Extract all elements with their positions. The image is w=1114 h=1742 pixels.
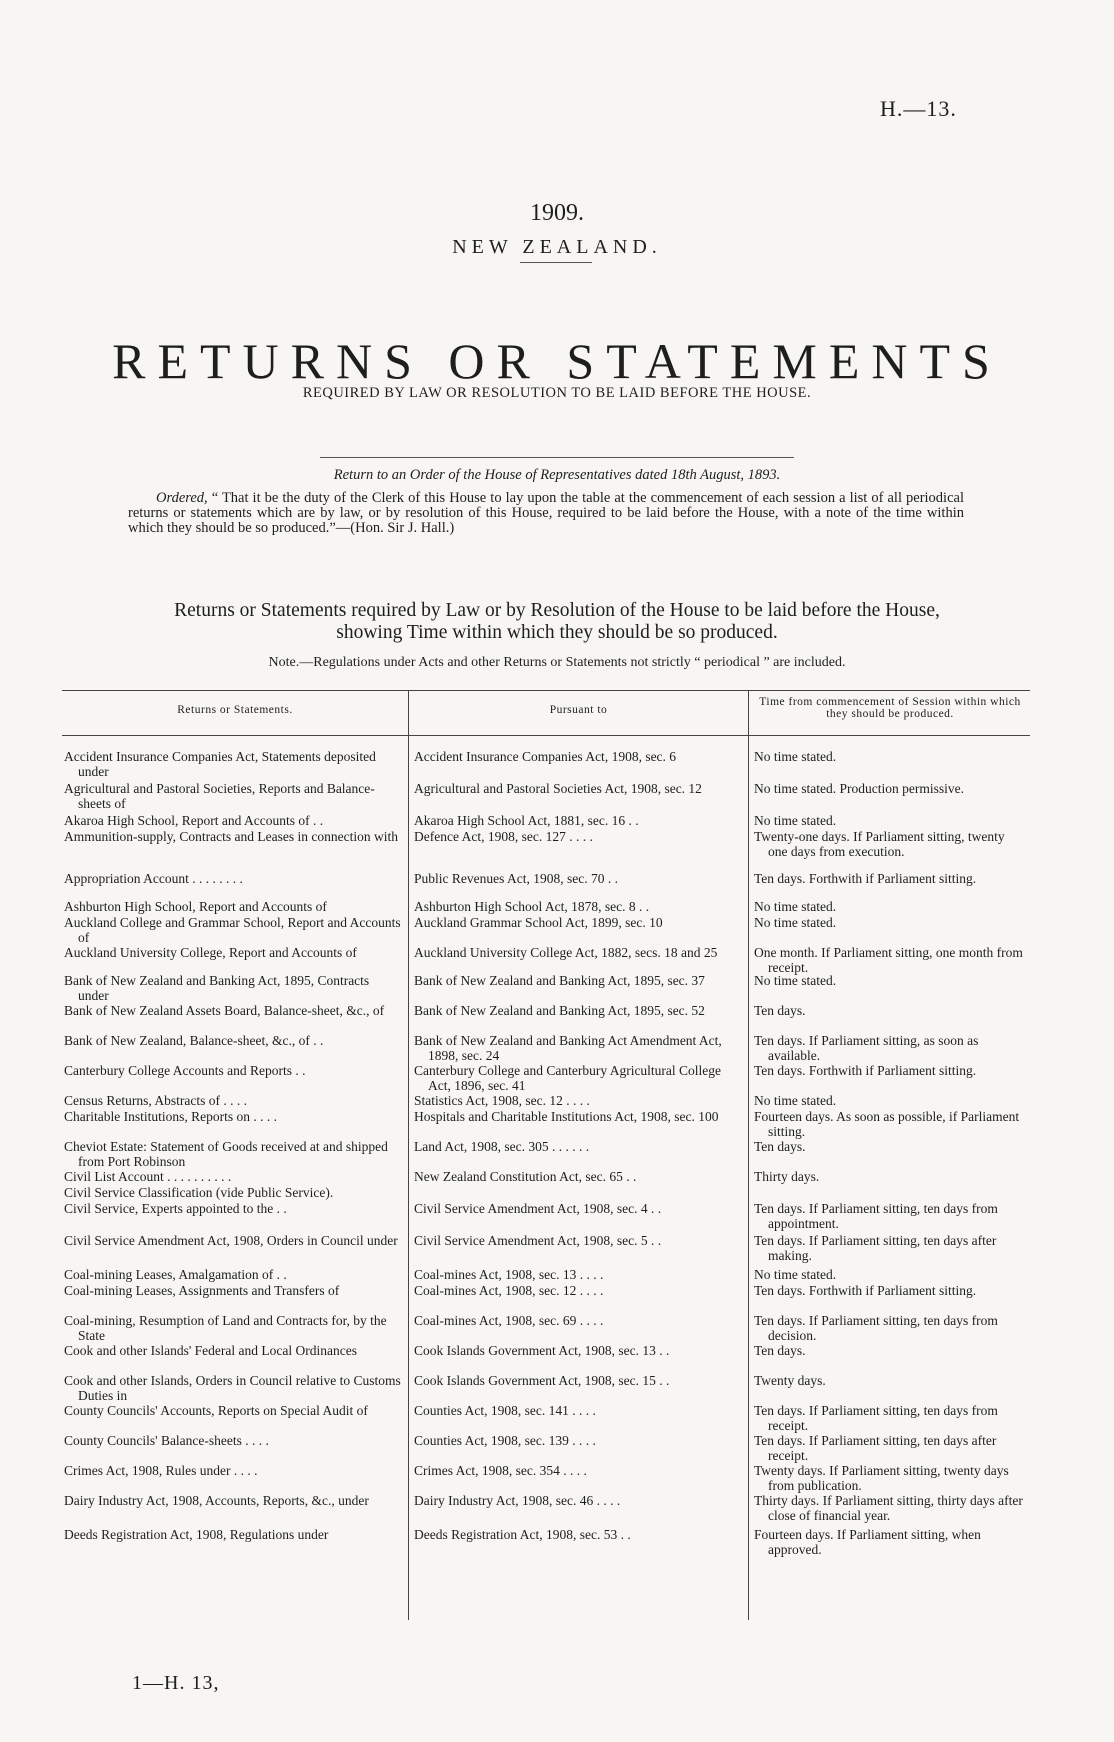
returns-cell: [64, 1034, 402, 1049]
returns-cell-text: Accident Insurance Companies Act, Statements deposited under: [64, 749, 376, 779]
time-cell: [754, 1284, 1026, 1299]
returns-cell: [64, 1268, 402, 1283]
returns-cell-text: Census Returns, Abstracts of . . . .: [64, 1093, 247, 1108]
returns-cell: [64, 900, 402, 915]
returns-cell-text: Crimes Act, 1908, Rules under . . . .: [64, 1463, 258, 1478]
pursuant-cell: [414, 1314, 742, 1329]
pursuant-cell-text: Counties Act, 1908, sec. 141 . . . .: [414, 1403, 596, 1418]
pursuant-cell: [414, 1464, 742, 1479]
pursuant-cell-text: Crimes Act, 1908, sec. 354 . . . .: [414, 1463, 587, 1478]
time-cell: [754, 1202, 1026, 1231]
pursuant-cell-text: Coal-mines Act, 1908, sec. 12 . . . .: [414, 1283, 604, 1298]
time-cell-text: Thirty days. If Parliament sitting, thirty days after close of financial year.: [754, 1493, 1023, 1523]
time-cell-text: Ten days. If Parliament sitting, ten days after receipt.: [754, 1433, 997, 1463]
returns-cell: [64, 1064, 402, 1079]
returns-cell-text: Bank of New Zealand Assets Board, Balance-sheet, &c., of: [64, 1003, 385, 1018]
pursuant-cell-text: Coal-mines Act, 1908, sec. 69 . . . .: [414, 1313, 604, 1328]
pursuant-cell-text: Ashburton High School Act, 1878, sec. 8 . .: [414, 899, 650, 914]
time-cell-text: Twenty days.: [754, 1373, 826, 1388]
returns-cell: [64, 1186, 402, 1201]
pursuant-cell-text: Civil Service Amendment Act, 1908, sec. 4 . .: [414, 1201, 662, 1216]
returns-cell: [64, 1404, 402, 1419]
table-header-rule: [62, 735, 1030, 736]
order-heading: Return to an Order of the House of Representatives dated 18th August, 1893.: [333, 467, 781, 483]
pursuant-cell: [414, 1110, 742, 1125]
list-heading-line: Returns or Statements required by Law or by Resolution of the House to be laid before the House,: [174, 600, 940, 621]
returns-cell-text: Appropriation Account . . . . . . . .: [64, 871, 243, 886]
list-heading: [0, 600, 1114, 644]
pursuant-cell-text: Coal-mines Act, 1908, sec. 13 . . . .: [414, 1267, 604, 1282]
returns-cell-text: Bank of New Zealand and Banking Act, 1895, Contracts under: [64, 973, 370, 1003]
returns-cell: [64, 1140, 402, 1169]
pursuant-cell: [414, 830, 742, 845]
time-cell: [754, 814, 1026, 829]
returns-cell-text: Ashburton High School, Report and Accounts of: [64, 899, 327, 914]
pursuant-cell-text: Public Revenues Act, 1908, sec. 70 . .: [414, 871, 618, 886]
time-cell-text: Ten days. Forthwith if Parliament sitting.: [754, 871, 977, 886]
returns-cell-text: Civil Service Classification (vide Public Service).: [64, 1185, 334, 1200]
order-text: [128, 491, 964, 536]
returns-cell: [64, 974, 402, 1003]
returns-cell-text: County Councils' Balance-sheets . . . .: [64, 1433, 269, 1448]
time-cell: [754, 1374, 1026, 1389]
time-cell: [754, 1434, 1026, 1463]
divider-rule: [520, 262, 592, 263]
table-note: Note.—Regulations under Acts and other Returns or Statements not strictly “ periodical ” are included.: [268, 655, 846, 670]
sheet-reference: 1—H. 13,: [132, 1672, 220, 1694]
pursuant-cell: [414, 1374, 742, 1389]
returns-cell: [64, 1004, 402, 1019]
pursuant-cell-text: Agricultural and Pastoral Societies Act, 1908, sec. 12: [414, 781, 702, 796]
pursuant-cell-text: Civil Service Amendment Act, 1908, sec. 5 . .: [414, 1233, 662, 1248]
time-cell-text: Ten days. Forthwith if Parliament sitting.: [754, 1283, 977, 1298]
pursuant-cell-text: Hospitals and Charitable Institutions Act, 1908, sec. 100: [414, 1109, 719, 1124]
returns-cell-text: Cook and other Islands' Federal and Local Ordinances: [64, 1343, 357, 1358]
returns-cell-text: Ammunition-supply, Contracts and Leases in connection with: [64, 829, 398, 844]
document-year: 1909.: [530, 200, 584, 226]
time-cell-text: Twenty-one days. If Parliament sitting, twenty one days from execution.: [754, 829, 1005, 859]
returns-cell-text: Dairy Industry Act, 1908, Accounts, Reports, &c., under: [64, 1493, 369, 1508]
returns-cell: [64, 750, 402, 779]
pursuant-cell-text: Akaroa High School Act, 1881, sec. 16 . .: [414, 813, 639, 828]
time-cell: [754, 1404, 1026, 1433]
returns-cell: [64, 814, 402, 829]
time-cell-text: No time stated. Production permissive.: [754, 781, 964, 796]
pursuant-cell-text: New Zealand Constitution Act, sec. 65 . .: [414, 1169, 637, 1184]
returns-cell: [64, 1170, 402, 1185]
pursuant-cell-text: Bank of New Zealand and Banking Act, 1895, sec. 37: [414, 973, 705, 988]
time-cell-text: No time stated.: [754, 1093, 837, 1108]
returns-cell-text: Canterbury College Accounts and Reports . .: [64, 1063, 306, 1078]
time-cell: [754, 1464, 1026, 1493]
pursuant-cell: [414, 1494, 742, 1509]
returns-cell-text: Cheviot Estate: Statement of Goods received at and shipped from Port Robinson: [64, 1139, 388, 1169]
returns-cell: [64, 1094, 402, 1109]
pursuant-cell-text: Auckland University College Act, 1882, secs. 18 and 25: [414, 945, 718, 960]
returns-cell-text: County Councils' Accounts, Reports on Special Audit of: [64, 1403, 368, 1418]
time-cell-text: Ten days.: [754, 1139, 806, 1154]
time-cell: [754, 1344, 1026, 1359]
column-header-pursuant: Pursuant to: [549, 704, 608, 716]
pursuant-cell: [414, 1268, 742, 1283]
pursuant-cell: [414, 1140, 742, 1155]
pursuant-cell-text: Counties Act, 1908, sec. 139 . . . .: [414, 1433, 596, 1448]
returns-cell: [64, 830, 402, 845]
pursuant-cell: [414, 1344, 742, 1359]
time-cell-text: No time stated.: [754, 973, 837, 988]
order-body: “ That it be the duty of the Clerk of this House to lay upon the table at the commencement of each session a list of all periodical returns or statements which are by law, or by resolution of this House, required to be laid before the House, with a note of the time within which they should be so produced.”—(Hon. Sir J. Hall.): [128, 490, 964, 536]
time-cell: [754, 872, 1026, 887]
time-cell-text: Ten days. If Parliament sitting, as soon as available.: [754, 1033, 979, 1063]
returns-cell: [64, 946, 402, 961]
returns-cell: [64, 1494, 402, 1509]
time-cell: [754, 1094, 1026, 1109]
pursuant-cell: [414, 1284, 742, 1299]
pursuant-cell-text: Bank of New Zealand and Banking Act, 1895, sec. 52: [414, 1003, 705, 1018]
country-heading: NEW ZEALAND.: [452, 236, 662, 258]
pursuant-cell: [414, 1404, 742, 1419]
pursuant-cell: [414, 872, 742, 887]
time-cell: [754, 974, 1026, 989]
table-top-rule: [62, 690, 1030, 691]
returns-cell: [64, 1284, 402, 1299]
time-cell-text: Fourteen days. If Parliament sitting, when approved.: [754, 1527, 981, 1557]
pursuant-cell-text: Defence Act, 1908, sec. 127 . . . .: [414, 829, 593, 844]
returns-cell: [64, 1528, 402, 1543]
returns-cell: [64, 1374, 402, 1403]
time-cell: [754, 1034, 1026, 1063]
returns-cell: [64, 782, 402, 811]
pursuant-cell: [414, 1234, 742, 1249]
time-cell-text: No time stated.: [754, 899, 837, 914]
time-cell: [754, 1494, 1026, 1523]
returns-cell: [64, 872, 402, 887]
time-cell: [754, 1268, 1026, 1283]
time-cell-text: Ten days. If Parliament sitting, ten days from appointment.: [754, 1201, 998, 1231]
returns-cell: [64, 1202, 402, 1217]
column-divider: [748, 690, 749, 1620]
returns-cell-text: Civil Service Amendment Act, 1908, Orders in Council under: [64, 1233, 398, 1248]
returns-cell-text: Charitable Institutions, Reports on . . . .: [64, 1109, 277, 1124]
returns-cell-text: Deeds Registration Act, 1908, Regulations under: [64, 1527, 329, 1542]
column-header-returns: Returns or Statements.: [177, 704, 293, 716]
page-reference: H.—13.: [880, 96, 957, 121]
column-header-time: Time from commencement of Session within which they should be produced.: [759, 696, 1021, 720]
pursuant-cell: [414, 750, 742, 765]
pursuant-cell: [414, 916, 742, 931]
time-cell-text: No time stated.: [754, 749, 837, 764]
returns-cell: [64, 1434, 402, 1449]
time-cell-text: No time stated.: [754, 915, 837, 930]
time-cell: [754, 916, 1026, 931]
returns-cell-text: Civil List Account . . . . . . . . . .: [64, 1169, 232, 1184]
main-subtitle: REQUIRED BY LAW OR RESOLUTION TO BE LAID BEFORE THE HOUSE.: [302, 385, 812, 401]
returns-cell-text: Coal-mining, Resumption of Land and Contracts for, by the State: [64, 1313, 387, 1343]
time-cell: [754, 750, 1026, 765]
time-cell: [754, 900, 1026, 915]
time-cell-text: Thirty days.: [754, 1169, 820, 1184]
time-cell-text: Ten days. If Parliament sitting, ten days after making.: [754, 1233, 997, 1263]
pursuant-cell: [414, 1434, 742, 1449]
list-heading-line: showing Time within which they should be so produced.: [336, 622, 778, 643]
pursuant-cell: [414, 1528, 742, 1543]
column-divider: [408, 690, 409, 1620]
returns-cell-text: Civil Service, Experts appointed to the . .: [64, 1201, 287, 1216]
time-cell-text: Ten days. Forthwith if Parliament sitting.: [754, 1063, 977, 1078]
pursuant-cell-text: Statistics Act, 1908, sec. 12 . . . .: [414, 1093, 590, 1108]
pursuant-cell: [414, 1064, 742, 1093]
time-cell-text: Twenty days. If Parliament sitting, twenty days from publication.: [754, 1463, 1009, 1493]
time-cell-text: One month. If Parliament sitting, one month from receipt.: [754, 945, 1023, 975]
time-cell: [754, 1170, 1026, 1185]
returns-cell-text: Auckland College and Grammar School, Report and Accounts of: [64, 915, 401, 945]
main-title: RETURNS OR STATEMENTS: [112, 333, 1002, 389]
returns-cell: [64, 1314, 402, 1343]
time-cell: [754, 946, 1026, 975]
pursuant-cell-text: Land Act, 1908, sec. 305 . . . . . .: [414, 1139, 590, 1154]
time-cell: [754, 830, 1026, 859]
returns-cell-text: Bank of New Zealand, Balance-sheet, &c., of . .: [64, 1033, 324, 1048]
pursuant-cell: [414, 974, 742, 989]
pursuant-cell-text: Cook Islands Government Act, 1908, sec. 13 . .: [414, 1343, 670, 1358]
time-cell: [754, 1234, 1026, 1263]
pursuant-cell: [414, 946, 742, 961]
pursuant-cell-text: Deeds Registration Act, 1908, sec. 53 . .: [414, 1527, 631, 1542]
time-cell: [754, 1528, 1026, 1557]
returns-cell: [64, 916, 402, 945]
time-cell-text: Ten days. If Parliament sitting, ten days from receipt.: [754, 1403, 998, 1433]
pursuant-cell: [414, 1202, 742, 1217]
pursuant-cell: [414, 900, 742, 915]
pursuant-cell-text: Auckland Grammar School Act, 1899, sec. 10: [414, 915, 663, 930]
returns-cell-text: Auckland University College, Report and Accounts of: [64, 945, 357, 960]
time-cell-text: Ten days.: [754, 1343, 806, 1358]
pursuant-cell: [414, 1170, 742, 1185]
returns-cell: [64, 1464, 402, 1479]
pursuant-cell-text: Accident Insurance Companies Act, 1908, sec. 6: [414, 749, 677, 764]
returns-cell: [64, 1110, 402, 1125]
time-cell-text: No time stated.: [754, 813, 837, 828]
returns-cell: [64, 1234, 402, 1249]
time-cell: [754, 1314, 1026, 1343]
returns-cell: [64, 1344, 402, 1359]
returns-cell-text: Coal-mining Leases, Amalgamation of . .: [64, 1267, 287, 1282]
returns-cell-text: Agricultural and Pastoral Societies, Reports and Balance-sheets of: [64, 781, 375, 811]
pursuant-cell: [414, 1094, 742, 1109]
pursuant-cell-text: Dairy Industry Act, 1908, sec. 46 . . . .: [414, 1493, 621, 1508]
returns-cell-text: Coal-mining Leases, Assignments and Transfers of: [64, 1283, 340, 1298]
returns-table: [62, 690, 1030, 1620]
time-cell: [754, 1140, 1026, 1155]
time-cell: [754, 782, 1026, 797]
pursuant-cell-text: Bank of New Zealand and Banking Act Amendment Act, 1898, sec. 24: [414, 1033, 722, 1063]
time-cell-text: Ten days.: [754, 1003, 806, 1018]
time-cell: [754, 1004, 1026, 1019]
time-cell: [754, 1110, 1026, 1139]
time-cell: [754, 1064, 1026, 1079]
ordered-label: Ordered,: [156, 490, 208, 506]
pursuant-cell-text: Canterbury College and Canterbury Agricultural College Act, 1896, sec. 41: [414, 1063, 722, 1093]
time-cell-text: Fourteen days. As soon as possible, if Parliament sitting.: [754, 1109, 1020, 1139]
divider-rule: [320, 457, 794, 458]
pursuant-cell-text: Cook Islands Government Act, 1908, sec. 15 . .: [414, 1373, 670, 1388]
time-cell-text: No time stated.: [754, 1267, 837, 1282]
returns-cell-text: Cook and other Islands, Orders in Council relative to Customs Duties in: [64, 1373, 401, 1403]
returns-cell-text: Akaroa High School, Report and Accounts of . .: [64, 813, 324, 828]
pursuant-cell: [414, 1034, 742, 1063]
pursuant-cell: [414, 814, 742, 829]
time-cell-text: Ten days. If Parliament sitting, ten days from decision.: [754, 1313, 998, 1343]
pursuant-cell: [414, 1004, 742, 1019]
pursuant-cell: [414, 782, 742, 797]
